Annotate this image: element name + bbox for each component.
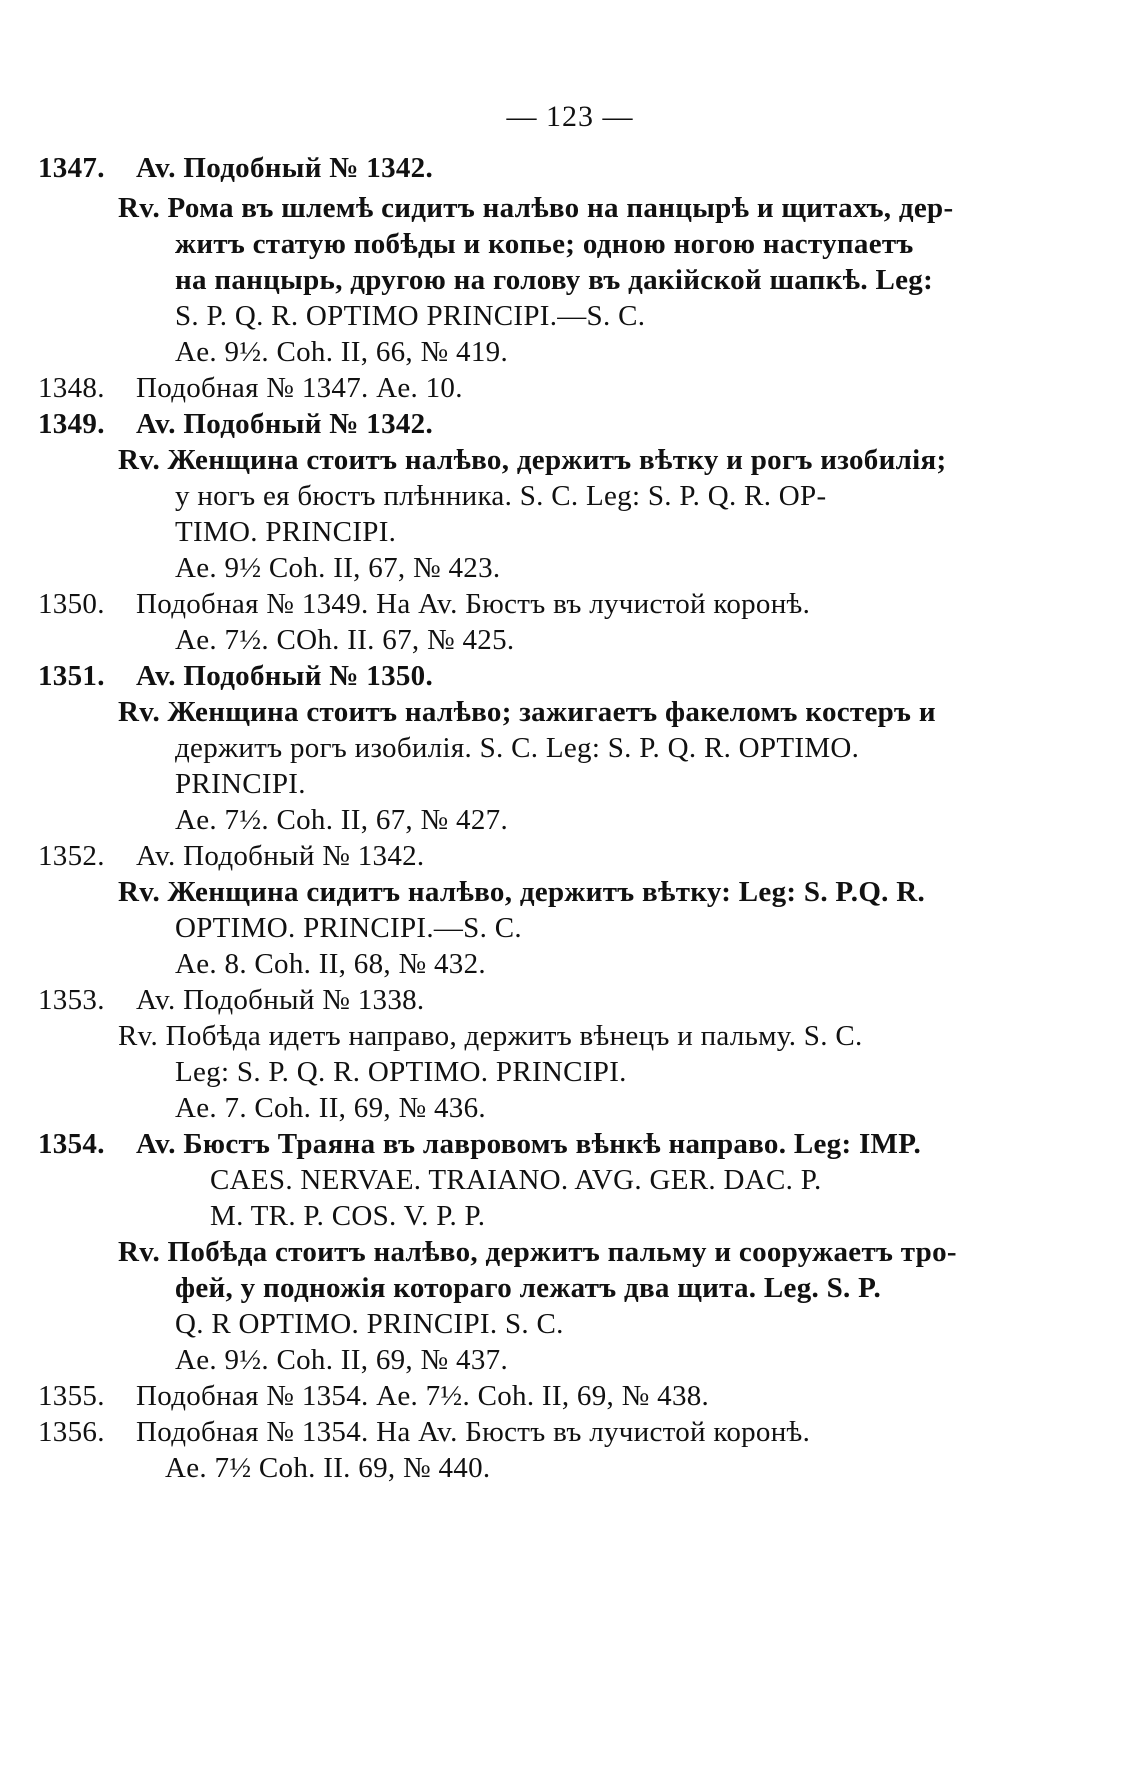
entry-1350-ref: Ae. 7½. COh. II. 67, № 425. bbox=[175, 624, 515, 656]
entry-1349-legend: TIMO. PRINCIPI. bbox=[175, 516, 397, 548]
entry-1354-av: 1354. Av. Бюстъ Траяна въ лавровомъ вѣнкѣ направо. Leg: IMP. bbox=[38, 1128, 922, 1160]
entry-number: 1352. bbox=[38, 840, 105, 872]
entry-1352-ref: Ae. 8. Coh. II, 68, № 432. bbox=[175, 948, 486, 980]
entry-1347-av: 1347. Av. Подобный № 1342. bbox=[38, 152, 434, 184]
entry-1354-rv-line: фей, у подножія котораго лежатъ два щита. Leg. S. P. bbox=[175, 1272, 882, 1304]
entry-1353-ref: Ae. 7. Coh. II, 69, № 436. bbox=[175, 1092, 486, 1124]
entry-1351-rv-line: держитъ рогъ изобилія. S. C. Leg: S. P. Q. R. OPTIMO. bbox=[175, 732, 860, 764]
entry-1347-legend: S. P. Q. R. OPTIMO PRINCIPI.—S. C. bbox=[175, 300, 646, 332]
entry-1350: 1350. Подобная № 1349. На Av. Бюстъ въ лучистой коронѣ. bbox=[38, 588, 811, 620]
entry-1347-rv-line: Rv. Рома въ шлемѣ сидитъ налѣво на панцырѣ и щитахъ, дер- bbox=[118, 192, 954, 224]
entry-1351-av: 1351. Av. Подобный № 1350. bbox=[38, 660, 434, 692]
entry-1356: 1356. Подобная № 1354. На Av. Бюстъ въ лучистой коронѣ. bbox=[38, 1416, 811, 1448]
entry-1349-av: 1349. Av. Подобный № 1342. bbox=[38, 408, 434, 440]
entry-1354-rv-line: Rv. Побѣда стоитъ налѣво, держитъ пальму и сооружаетъ тро- bbox=[118, 1236, 957, 1268]
entry-number: 1354. bbox=[38, 1128, 105, 1160]
entry-1352-rv-line: Rv. Женщина сидитъ налѣво, держитъ вѣтку: Leg: S. P.Q. R. bbox=[118, 876, 926, 908]
page-number: — 123 — bbox=[506, 100, 634, 133]
entry-number: 1350. bbox=[38, 588, 105, 620]
entry-1352-av: 1352. Av. Подобный № 1342. bbox=[38, 840, 425, 872]
entry-1348: 1348. Подобная № 1347. Ae. 10. bbox=[38, 372, 463, 404]
entry-1354-legend: CAES. NERVAE. TRAIANO. AVG. GER. DAC. P. bbox=[210, 1164, 822, 1196]
entry-1356-ref: Ae. 7½ Coh. II. 69, № 440. bbox=[165, 1452, 491, 1484]
entry-number: 1353. bbox=[38, 984, 105, 1016]
entry-1351-legend: PRINCIPI. bbox=[175, 768, 306, 800]
entry-number: 1349. bbox=[38, 408, 105, 440]
entry-1349-ref: Ae. 9½ Coh. II, 67, № 423. bbox=[175, 552, 501, 584]
entry-1347-rv-line: на панцырь, другою на голову въ дакійской шапкѣ. Leg: bbox=[175, 264, 934, 296]
entry-1353-rv-line: Rv. Побѣда идетъ направо, держитъ вѣнецъ и пальму. S. C. bbox=[118, 1020, 863, 1052]
entry-number: 1347. bbox=[38, 152, 105, 184]
entry-number: 1355. bbox=[38, 1380, 105, 1412]
entry-number: 1351. bbox=[38, 660, 105, 692]
entry-1349-rv-line: у ногъ ея бюстъ плѣнника. S. C. Leg: S. P. Q. R. OP- bbox=[175, 480, 827, 512]
entry-1351-ref: Ae. 7½. Coh. II, 67, № 427. bbox=[175, 804, 508, 836]
entry-1354-legend: Q. R OPTIMO. PRINCIPI. S. C. bbox=[175, 1308, 564, 1340]
entry-1352-legend: OPTIMO. PRINCIPI.—S. C. bbox=[175, 912, 522, 944]
entry-1354-legend: M. TR. P. COS. V. P. P. bbox=[210, 1200, 486, 1232]
entry-1354-ref: Ae. 9½. Coh. II, 69, № 437. bbox=[175, 1344, 508, 1376]
entry-1351-rv-line: Rv. Женщина стоитъ налѣво; зажигаетъ факеломъ костеръ и bbox=[118, 696, 936, 728]
entry-number: 1356. bbox=[38, 1416, 105, 1448]
entry-number: 1348. bbox=[38, 372, 105, 404]
entry-1353-legend: Leg: S. P. Q. R. OPTIMO. PRINCIPI. bbox=[175, 1056, 627, 1088]
entry-1353-av: 1353. Av. Подобный № 1338. bbox=[38, 984, 425, 1016]
entry-1347-ref: Ae. 9½. Coh. II, 66, № 419. bbox=[175, 336, 508, 368]
entry-1355: 1355. Подобная № 1354. Ae. 7½. Coh. II, 69, № 438. bbox=[38, 1380, 710, 1412]
entry-1347-rv-line: житъ статую побѣды и копье; одною ногою наступаетъ bbox=[175, 228, 914, 260]
entry-1349-rv-line: Rv. Женщина стоитъ налѣво, держитъ вѣтку и рогъ изобилія; bbox=[118, 444, 947, 476]
